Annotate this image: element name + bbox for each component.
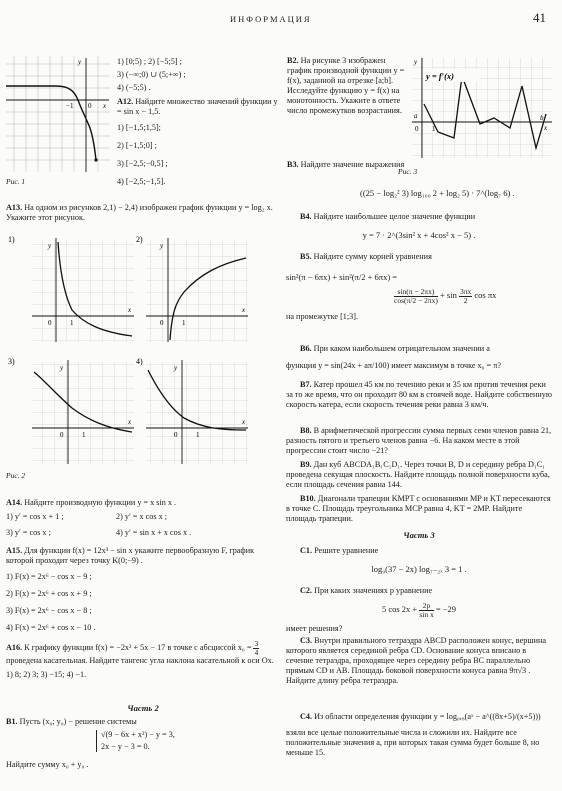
b2-question bbox=[287, 56, 405, 116]
a14-block bbox=[6, 498, 280, 538]
fig2-p2-x: x bbox=[242, 306, 246, 314]
a15-question bbox=[6, 546, 280, 566]
a12-option-4: 4) [−2,5;−1,5]. bbox=[117, 177, 166, 186]
fig2-p1-y: y bbox=[48, 242, 52, 250]
fig3-b: b bbox=[540, 114, 544, 122]
figure-1 bbox=[6, 56, 111, 186]
b6-label: B6. bbox=[300, 344, 312, 353]
figure-3 bbox=[398, 56, 554, 176]
running-title: ИНФОРМАЦИЯ bbox=[230, 14, 312, 24]
a14-label: A14. bbox=[6, 498, 23, 507]
b6-text-a: При каком наибольшем отрицательном значении a bbox=[313, 344, 490, 353]
b7-question bbox=[286, 380, 552, 410]
a12-question bbox=[117, 97, 279, 117]
b1-eq-2: 2x − y − 3 = 0. bbox=[101, 742, 150, 752]
page-number: 41 bbox=[533, 10, 546, 25]
b9-block bbox=[286, 460, 552, 490]
b4-expression: y = 7 · 2^(3sin² x + 4cos² x − 5) . bbox=[362, 230, 476, 240]
b4-text: Найдите наибольшее целое значение функции bbox=[313, 212, 476, 221]
a15-option-1: 1) F(x) = 2x⁶ − cos x − 9 ; bbox=[6, 572, 92, 581]
c2-frac-den: sin x bbox=[419, 609, 434, 619]
fig2-p3-zero: 0 bbox=[60, 431, 64, 439]
fig3-a: a bbox=[414, 112, 418, 120]
figure-3-caption: Рис. 3 bbox=[398, 167, 418, 176]
b3-text: Найдите значение выражения bbox=[300, 160, 405, 169]
c2-text: При каких значениях p уравнение bbox=[314, 586, 433, 595]
fig2-label-3: 3) bbox=[8, 357, 15, 366]
a15-option-4: 4) F(x) = 2x⁶ + cos x − 10 . bbox=[6, 623, 96, 632]
figure-1-caption: Рис. 1 bbox=[6, 177, 26, 186]
fig2-label-1: 1) bbox=[8, 235, 15, 244]
a12-option-1: 1) [−1,5;1,5]; bbox=[117, 123, 161, 132]
a14-option-2: 2) y′ = x cos x ; bbox=[116, 512, 167, 521]
c1-question bbox=[286, 546, 552, 556]
a14-question bbox=[6, 498, 280, 508]
fig3-y: y bbox=[414, 58, 418, 66]
fig2-p3-y: y bbox=[60, 364, 64, 372]
b6-question bbox=[286, 344, 552, 354]
a14-text: Найдите производную функции y = x sin x . bbox=[24, 498, 177, 507]
fig2-p4-x: x bbox=[242, 418, 246, 426]
a13-text: На одном из рисунков 2,1) − 2,4) изображен график функции y = log₂ x. Укажите этот рисунок. bbox=[6, 203, 273, 222]
fig2-p1-one: 1 bbox=[70, 319, 74, 327]
part2-block bbox=[6, 703, 280, 770]
fig2-label-4: 4) bbox=[136, 357, 143, 366]
fig2-label-2: 2) bbox=[136, 235, 143, 244]
fig1-minus-one: −1 bbox=[66, 102, 74, 110]
figure-2 bbox=[6, 232, 278, 480]
fig2-p2-one: 1 bbox=[182, 319, 186, 327]
c1-text: Решите уравнение bbox=[314, 546, 379, 556]
a12-option-2: 2) [−1,5;0] ; bbox=[117, 141, 157, 150]
c2-expression bbox=[286, 602, 552, 618]
b10-text: Диагонали трапеции KMPT с основаниями MP и KT пересекаются в точке C. Площадь треугольника MCP равна 4, KT = 2MP. Найдите площадь трапеции. bbox=[286, 494, 551, 523]
fig2-p1-x: x bbox=[128, 306, 132, 314]
a12-option-3: 3) [−2,5;−0,5] ; bbox=[117, 159, 168, 168]
b4-question bbox=[286, 212, 552, 222]
b5-frac-1-den: cos(π/2 − 2πx) bbox=[394, 295, 438, 305]
b9-text: Дан куб ABCDA₁B₁C₁D₁. Через точки B, D и середину ребра D₁C₁ проведена секущая плоскость. Найдите площадь полной поверхности куба, если площадь сечения равна 144. bbox=[286, 460, 550, 489]
b5-rhs-tail: cos πx bbox=[472, 290, 497, 301]
part3-block bbox=[286, 530, 552, 575]
b5-lhs: sin²(π − 6πx) + sin²(π/2 + 6πx) = bbox=[286, 272, 398, 282]
b1-question bbox=[6, 717, 280, 727]
b6-text-b: функция y = sin(24x + aπ/100) имеет максимум в точке x₀ = π? bbox=[286, 361, 501, 370]
a11-option-1: 1) [0;5) ; 2) [−5;5] ; bbox=[117, 57, 182, 66]
b3-question bbox=[287, 160, 407, 170]
part-3-heading: Часть 3 bbox=[403, 530, 435, 540]
b2-label: B2. bbox=[287, 56, 299, 65]
a14-option-3: 3) y′ = cos x ; bbox=[6, 528, 51, 537]
b3-label: B3. bbox=[287, 160, 299, 169]
b5-rhs bbox=[394, 288, 552, 304]
b5-frac-1 bbox=[394, 288, 438, 304]
fig1-zero: 0 bbox=[88, 102, 92, 110]
a15-block bbox=[6, 546, 280, 636]
c4-label: C4. bbox=[300, 712, 313, 721]
a13-label: A13. bbox=[6, 203, 23, 212]
part-2-heading: Часть 2 bbox=[127, 703, 159, 713]
a16-text-a: К графику функции f(x) = −2x² + 5x − 17 в точке с абсциссой x₀ = bbox=[24, 642, 252, 652]
b3-expression: ((25 − log₂² 3) log₁₆₀ 2 + log₂ 5) · 7^(log₇ 6) . bbox=[360, 188, 515, 198]
b8-question bbox=[286, 426, 552, 456]
b10-label: B10. bbox=[300, 494, 316, 503]
b1-tail: Найдите сумму x₀ + y₀ . bbox=[6, 760, 89, 770]
b1-eq-1: √(9 − 6x + x²) − y = 3, bbox=[101, 730, 175, 740]
a11-option-2: 3) (−∞;0) ∪ (5;+∞) ; bbox=[117, 70, 186, 79]
a12-text: Найдите множество значений функции y = sin x − 1,5. bbox=[117, 97, 278, 116]
a16-frac-num: 3 bbox=[254, 639, 259, 648]
fig2-p2-y: y bbox=[160, 242, 164, 250]
c2-block bbox=[286, 586, 552, 634]
c2-frac-num: 2p bbox=[419, 602, 433, 611]
fig1-y-label: y bbox=[78, 58, 82, 66]
b5-text: Найдите сумму корней уравнения bbox=[313, 252, 432, 261]
b5-frac-1-num: sin(π − 2πx) bbox=[394, 288, 438, 297]
c2-fraction bbox=[419, 602, 433, 618]
a11-option-3: 4) (−5;5) . bbox=[117, 83, 151, 92]
c2-expr-a: 5 cos 2x + bbox=[381, 603, 418, 614]
b7-text: Катер прошел 45 км по течению реки и 35 км против течения реки за то же время, что он проходит 80 км в стоячей воде. Найдите собственную скорость катера, если скорость течения реки равна 3 км/ч. bbox=[286, 380, 552, 409]
a15-option-3: 3) F(x) = 2x⁶ − cos x − 8 ; bbox=[6, 606, 92, 615]
figure-2-caption: Рис. 2 bbox=[6, 471, 26, 480]
b5-frac-2 bbox=[459, 288, 472, 304]
fig2-p4-one: 1 bbox=[196, 431, 200, 439]
b5-question bbox=[286, 252, 552, 262]
a11-a12-block bbox=[117, 56, 279, 190]
b8-label: B8. bbox=[300, 426, 312, 435]
figure-1-graph bbox=[6, 56, 111, 174]
c1-expression: log₉(37 − 2x) log₇₋₂ₓ 3 = 1 . bbox=[371, 564, 467, 575]
c4-text-a: Из области определения функции y = log₀,₈(aˣ − a^((8x+5)/(x+5))) bbox=[314, 712, 541, 721]
a16-fraction bbox=[253, 640, 259, 656]
b2-text: На рисунке 3 изображен график производной функции y = f(x), заданной на отрезке [a;b]. Исследуйте функцию y = f(x) на монотонность. Укажите в ответе число промежутков возрастания. bbox=[287, 56, 405, 115]
b5-interval: на промежутке [1;3]. bbox=[286, 312, 359, 322]
fig2-p2-zero: 0 bbox=[160, 319, 164, 327]
c3-text: Внутри правильного тетраэдра ABCD расположен конус, вершина которого является серединой ребра CD. Основание конуса вписано в сечение тетраэдра, проходящее через середину ребра BC параллельно прямым CD и AB. Площадь боковой поверхности конуса равна 9π√3 . Найдите длину ребра тетраэдра. bbox=[286, 636, 547, 685]
c2-tail: имеет решения? bbox=[286, 624, 343, 633]
fig3-zero: 0 bbox=[415, 125, 419, 133]
b10-block bbox=[286, 494, 552, 524]
b6-block bbox=[286, 344, 552, 371]
b5-frac-2-num: 3πx bbox=[459, 287, 472, 297]
a16-block bbox=[6, 640, 280, 680]
fig2-p3-x: x bbox=[128, 418, 132, 426]
c4-text-b: взяли все целые положительные числа и сложили их. Найдите все положительные значения a, при которых такая сумма будет больше 8, но меньше 15. bbox=[286, 728, 540, 757]
a15-option-2: 2) F(x) = 2x⁶ + cos x + 9 ; bbox=[6, 589, 92, 598]
b4-block bbox=[286, 212, 552, 240]
a16-text-b: проведена касательная. Найдите тангенс угла наклона касательной к оси Ox. bbox=[6, 656, 274, 665]
b10-question bbox=[286, 494, 552, 524]
b5-rhs-mid: + sin bbox=[437, 290, 457, 301]
c3-label: C3. bbox=[300, 636, 313, 645]
fig1-x-label: x bbox=[103, 102, 107, 110]
b9-label: B9. bbox=[300, 460, 312, 469]
b5-label: B5. bbox=[300, 252, 312, 261]
a15-label: A15. bbox=[6, 546, 23, 555]
fig3-one: 1 bbox=[432, 125, 436, 133]
c3-block bbox=[286, 636, 552, 686]
b8-block bbox=[286, 426, 552, 456]
b5-frac-2-den: 2 bbox=[463, 295, 468, 305]
b5-block bbox=[286, 252, 552, 322]
fig3-x: x bbox=[544, 124, 548, 132]
a12-label: A12. bbox=[117, 97, 134, 106]
a16-label: A16. bbox=[6, 642, 23, 652]
figure-2-graphs bbox=[6, 232, 278, 470]
fig2-p3-one: 1 bbox=[82, 431, 86, 439]
fig2-p1-zero: 0 bbox=[48, 319, 52, 327]
a16-question bbox=[6, 640, 280, 666]
b7-block bbox=[286, 380, 552, 410]
b1-text: Пусть (x₀; y₀) − решение системы bbox=[19, 717, 137, 727]
b4-label: B4. bbox=[300, 212, 312, 221]
a13-question bbox=[6, 203, 280, 223]
a16-frac-den: 4 bbox=[254, 647, 259, 657]
fig3-func-label: y = f′(x) bbox=[426, 71, 454, 81]
a16-answers: 1) 8; 2) 3; 3) −15; 4) −1. bbox=[6, 670, 87, 679]
fig2-p4-y: y bbox=[174, 364, 178, 372]
c3-question bbox=[286, 636, 552, 686]
c1-label: C1. bbox=[300, 546, 313, 556]
b1-system bbox=[96, 730, 280, 752]
figure-3-graph bbox=[410, 56, 554, 160]
b9-question bbox=[286, 460, 552, 490]
c2-question bbox=[286, 586, 552, 596]
c2-expr-b: = −29 bbox=[433, 603, 457, 614]
fig2-p4-zero: 0 bbox=[174, 431, 178, 439]
a14-option-4: 4) y′ = sin x + x cos x . bbox=[116, 528, 192, 537]
b1-label: B1. bbox=[6, 717, 18, 727]
c2-label: C2. bbox=[300, 586, 313, 595]
a14-option-1: 1) y′ = cos x + 1 ; bbox=[6, 512, 64, 521]
page-header bbox=[0, 10, 562, 30]
b7-label: B7. bbox=[300, 380, 312, 389]
c4-block bbox=[286, 712, 552, 758]
b8-text: В арифметической прогрессии сумма первых семи членов равна 21, разность пятого и третьего членов равна −6. На каком месте в этой прогрессии стоит число −21? bbox=[286, 426, 552, 455]
c4-question bbox=[286, 712, 552, 722]
a15-text: Для функции f(x) = 12x³ − sin x укажите первообразную F, график которой проходит через точку K(0;−9) . bbox=[6, 546, 255, 565]
